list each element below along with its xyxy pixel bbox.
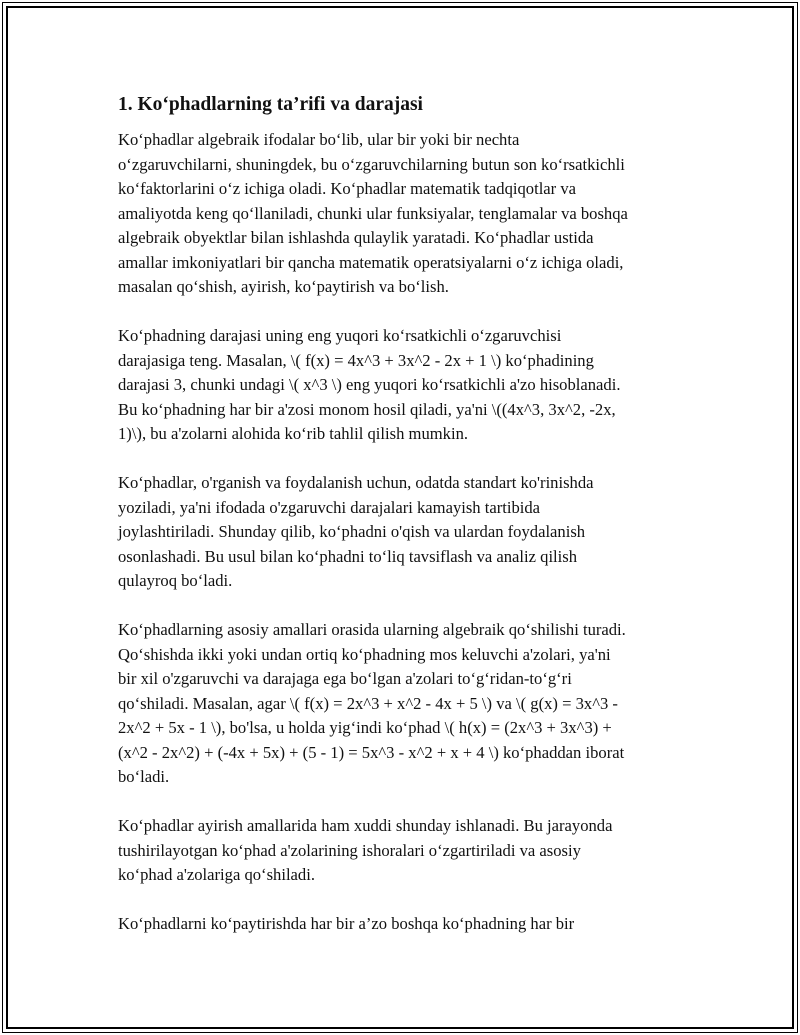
- text-line: Bu ko‘phadning har bir a'zosi monom hosil qiladi, ya'ni \((4x^3, 3x^2, -2x,: [118, 399, 616, 419]
- text-line: Ko‘phadlarni ko‘paytirishda har bir a’zo boshqa ko‘phadning har bir: [118, 914, 575, 933]
- text-line: Ko‘phadlar ayirish amallarida ham xuddi shunday ishlanadi. Bu jarayonda: [118, 816, 613, 835]
- paragraph-subtraction: [118, 814, 693, 888]
- text-line: ko‘phad a'zolariga qo‘shiladi.: [118, 865, 315, 884]
- paragraph-definition: [118, 128, 693, 300]
- text-line: Ko‘phadlar algebraik ifodalar bo‘lib, ular bir yoki bir nechta: [118, 130, 520, 149]
- text-line: joylashtiriladi. Shunday qilib, ko‘phadni o'qish va ulardan foydalanish: [118, 522, 586, 541]
- text-line: osonlashadi. Bu usul bilan ko‘phadni to‘liq tavsiflash va analiz qilish: [118, 546, 578, 566]
- paragraph-addition: [118, 618, 693, 790]
- text-line: qulayroq bo‘ladi.: [118, 571, 233, 590]
- text-line: amaliyotda keng qo‘llaniladi, chunki ular funksiyalar, tenglamalar va boshqa: [118, 203, 628, 223]
- section-heading: 1. Ko‘phadlarning ta’rifi va darajasi: [118, 94, 423, 115]
- text-line: masalan qo‘shish, ayirish, ko‘paytirish va bo‘lish.: [118, 277, 449, 296]
- paragraph-multiplication: [118, 912, 693, 937]
- text-line: darajasiga teng. Masalan, \( f(x) = 4x^3 + 3x^2 - 2x + 1 \) ko‘phadining: [118, 350, 594, 370]
- text-line: (x^2 - 2x^2) + (-4x + 5x) + (5 - 1) = 5x^3 - x^2 + x + 4 \) ko‘phaddan iborat: [118, 742, 625, 762]
- text-line: amallar imkoniyatlari bir qancha matematik operatsiyalarni o‘z ichiga oladi,: [118, 252, 624, 272]
- text-line: Ko‘phadlar, o'rganish va foydalanish uchun, odatda standart ko'rinishda: [118, 473, 594, 492]
- text-line: Qo‘shishda ikki yoki undan ortiq ko‘phadning mos keluvchi a'zolari, ya'ni: [118, 644, 611, 664]
- text-line: ko‘faktorlarini o‘z ichiga oladi. Ko‘phadlar matematik tadqiqotlar va: [118, 179, 577, 198]
- text-line: yoziladi, ya'ni ifodada o'zgaruvchi darajalari kamayish tartibida: [118, 497, 541, 517]
- paragraph-standard-form: [118, 471, 693, 594]
- text-line: tushirilayotgan ko‘phad a'zolarining ishoralari o‘zgartiriladi va asosiy: [118, 840, 581, 860]
- text-line: qo‘shiladi. Masalan, agar \( f(x) = 2x^3 + x^2 - 4x + 5 \) va \( g(x) = 3x^3 -: [118, 693, 618, 713]
- text-line: Ko‘phadlarning asosiy amallari orasida ularning algebraik qo‘shilishi turadi.: [118, 620, 626, 639]
- paragraph-degree: [118, 324, 693, 447]
- text-line: o‘zgaruvchilarni, shuningdek, bu o‘zgaruvchilarning butun son ko‘rsatkichli: [118, 154, 625, 174]
- text-line: bo‘ladi.: [118, 767, 170, 786]
- document-body: [118, 92, 693, 961]
- text-line: algebraik obyektlar bilan ishlashda qulaylik yaratadi. Ko‘phadlar ustida: [118, 228, 594, 247]
- text-line: bir xil o'zgaruvchi va darajaga ega bo‘lgan a'zolari to‘g‘ridan-to‘g‘ri: [118, 669, 572, 688]
- text-line: Ko‘phadning darajasi uning eng yuqori ko‘rsatkichli o‘zgaruvchisi: [118, 326, 562, 345]
- text-line: 2x^2 + 5x - 1 \), bo'lsa, u holda yig‘indi ko‘phad \( h(x) = (2x^3 + 3x^3) +: [118, 718, 612, 737]
- text-line: 1)\), bu a'zolarni alohida ko‘rib tahlil qilish mumkin.: [118, 424, 469, 443]
- text-line: darajasi 3, chunki undagi \( x^3 \) eng yuqori ko‘rsatkichli a'zo hisoblanadi.: [118, 375, 621, 394]
